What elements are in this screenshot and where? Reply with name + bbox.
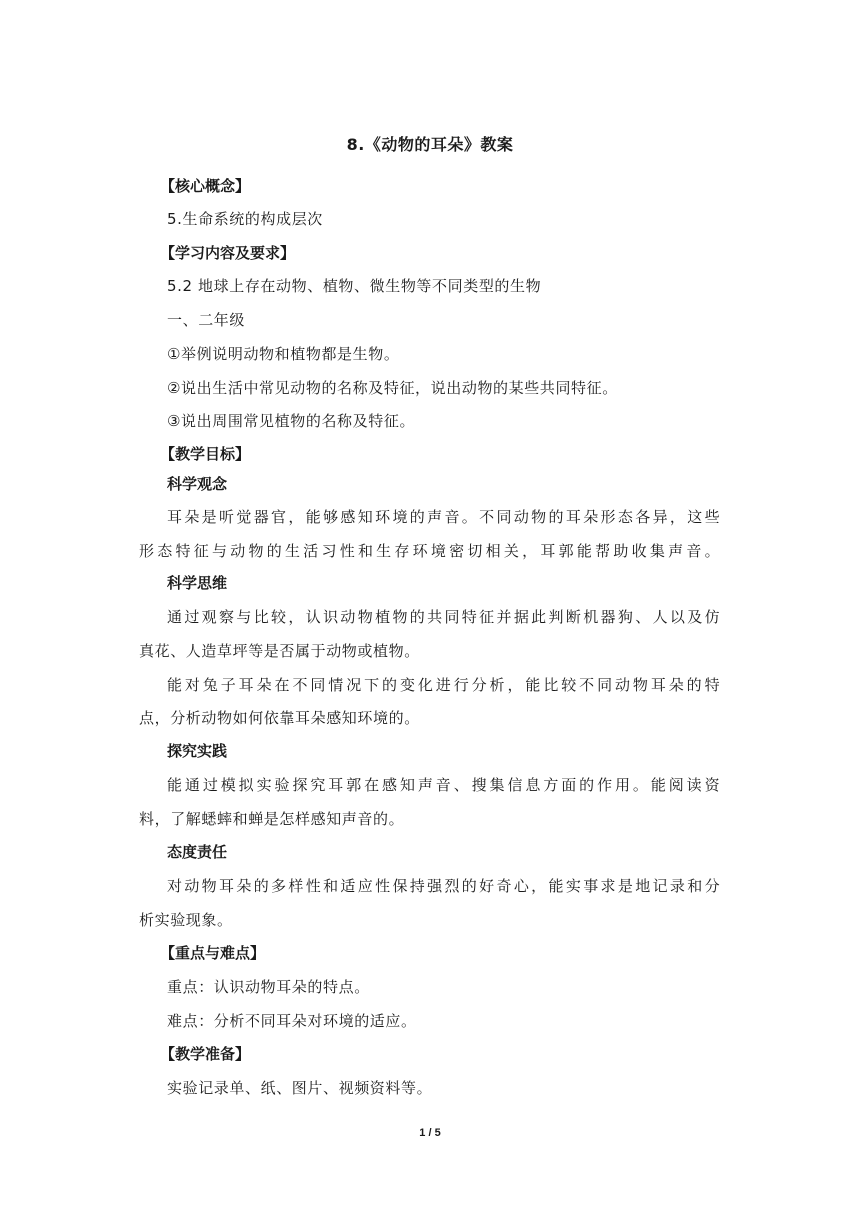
science-thinking-p2-line-2: 点，分析动物如何依靠耳朵感知环境的。 [139, 709, 420, 727]
science-concept-line-1: 耳朵是听觉器官，能够感知环境的声音。不同动物的耳朵形态各异，这些 [167, 508, 720, 526]
attitude-line-1: 对动物耳朵的多样性和适应性保持强烈的好奇心，能实事求是地记录和分 [167, 877, 720, 895]
inquiry-title: 探究实践 [167, 742, 228, 760]
science-thinking-title: 科学思维 [167, 574, 228, 592]
learning-point-2: ②说出生活中常见动物的名称及特征，说出动物的某些共同特征。 [167, 379, 618, 397]
page-number: 1 / 5 [419, 1127, 441, 1139]
science-concept-title: 科学观念 [167, 475, 228, 493]
learning-point-3: ③说出周围常见植物的名称及特征。 [167, 412, 416, 430]
objectives-heading: 【教学目标】 [160, 445, 251, 463]
attitude-line-2: 析实验现象。 [139, 911, 233, 929]
key-point: 重点：认识动物耳朵的特点。 [167, 978, 370, 996]
core-concept-heading: 【核心概念】 [160, 177, 251, 195]
science-thinking-p1-line-2: 真花、人造草坪等是否属于动物或植物。 [139, 642, 420, 660]
key-points-heading: 【重点与难点】 [160, 944, 266, 962]
core-concept-item: 5.生命系统的构成层次 [167, 210, 323, 228]
inquiry-line-2: 料，了解蟋蟀和蝉是怎样感知声音的。 [139, 810, 405, 828]
learning-item: 5.2 地球上存在动物、植物、微生物等不同类型的生物 [167, 277, 542, 295]
learning-heading: 【学习内容及要求】 [160, 244, 296, 262]
science-thinking-p2-line-1: 能对兔子耳朵在不同情况下的变化进行分析，能比较不同动物耳朵的特 [167, 676, 720, 694]
preparation-items: 实验记录单、纸、图片、视频资料等。 [167, 1079, 433, 1097]
learning-grade: 一、二年级 [167, 311, 246, 329]
science-thinking-p1-line-1: 通过观察与比较，认识动物植物的共同特征并据此判断机器狗、人以及仿 [167, 608, 720, 626]
page-title: 8.《动物的耳朵》教案 [346, 135, 514, 154]
science-concept-line-2: 形态特征与动物的生活习性和生存环境密切相关，耳郭能帮助收集声音。 [139, 542, 720, 560]
difficult-point: 难点：分析不同耳朵对环境的适应。 [167, 1012, 417, 1030]
learning-point-1: ①举例说明动物和植物都是生物。 [167, 345, 400, 363]
inquiry-line-1: 能通过模拟实验探究耳郭在感知声音、搜集信息方面的作用。能阅读资 [167, 776, 720, 794]
preparation-heading: 【教学准备】 [160, 1045, 251, 1063]
attitude-title: 态度责任 [167, 843, 228, 861]
